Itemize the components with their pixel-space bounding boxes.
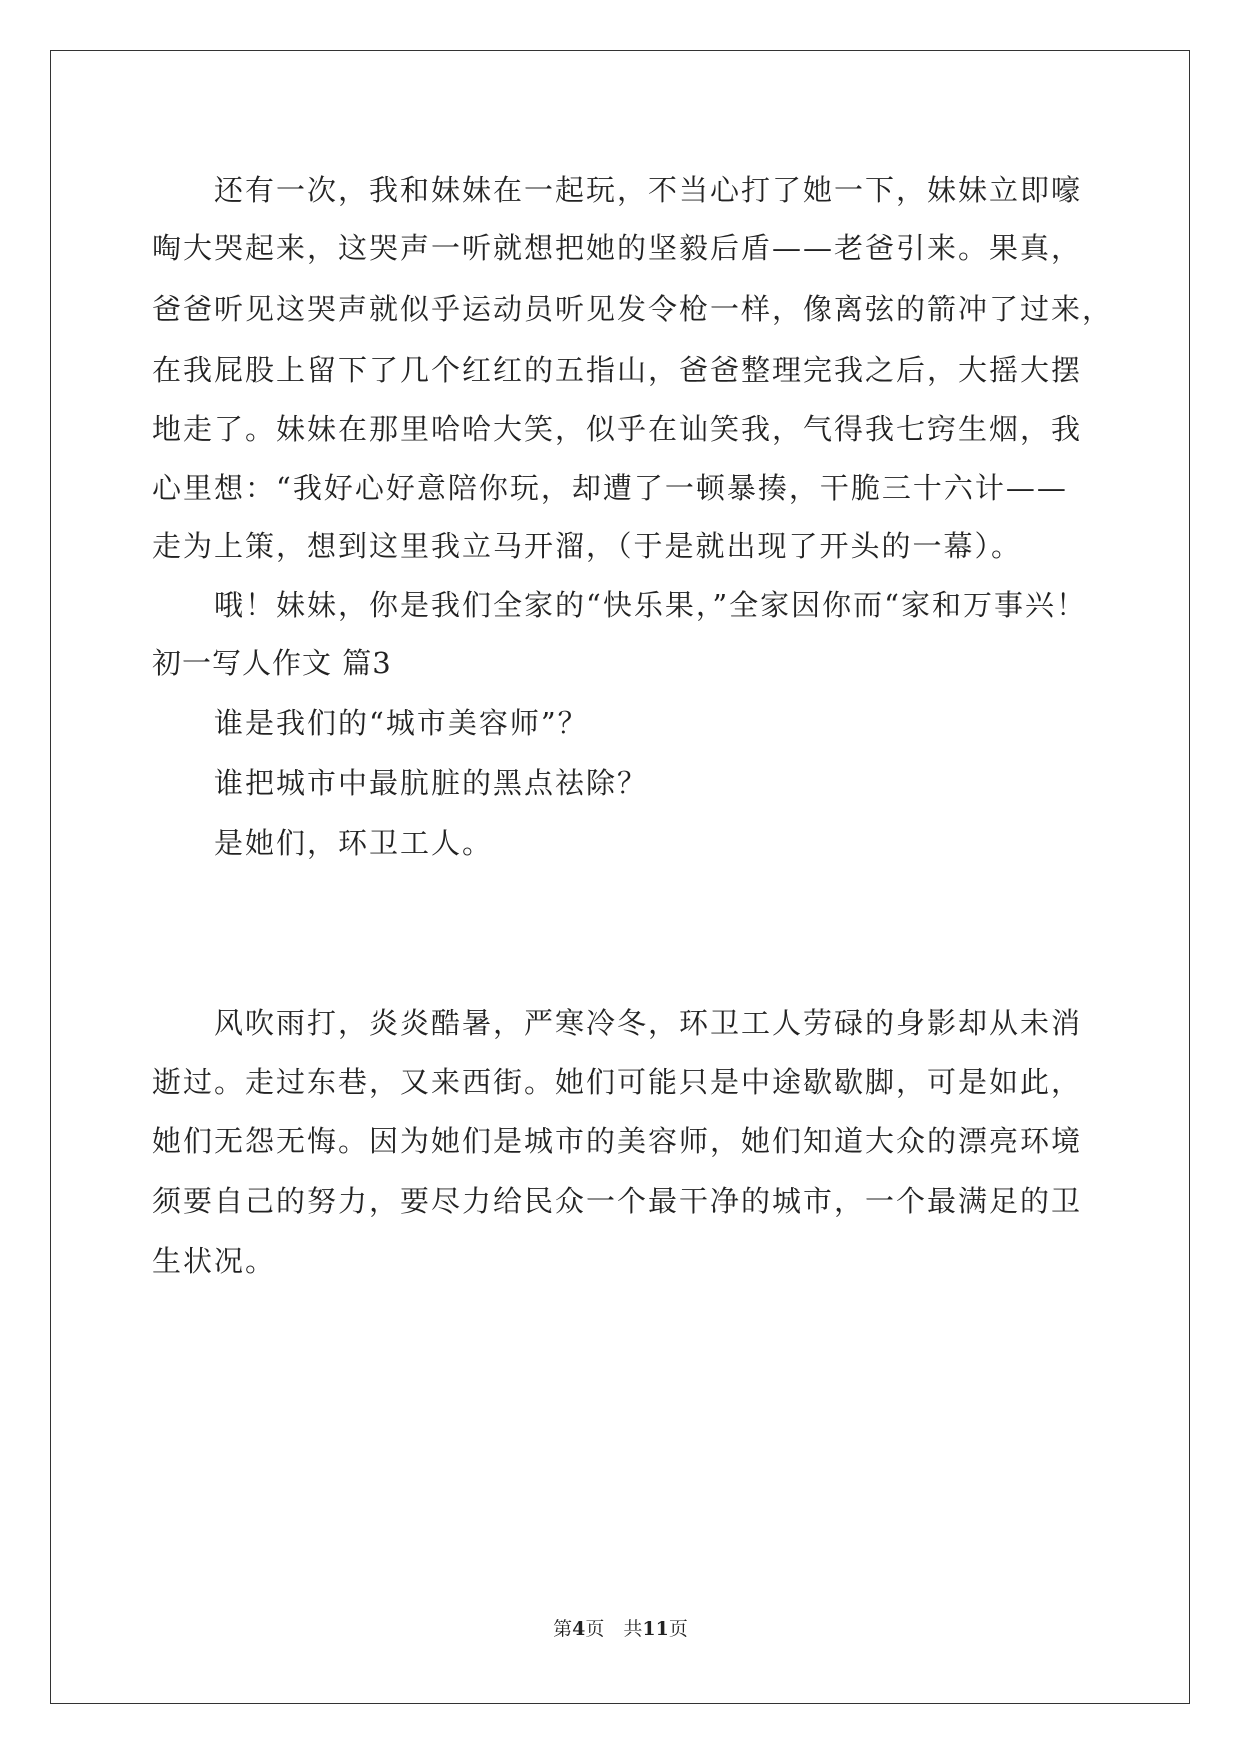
paragraph-line: 心里想：“我好心好意陪你玩，却遭了一顿暴揍，干脆三十六计—— [152, 471, 1068, 505]
current-page-number: 4 [572, 1618, 586, 1640]
footer-prefix: 第 [553, 1618, 573, 1640]
paragraph-line: 生状况。 [152, 1244, 277, 1278]
page-footer [0, 1617, 1241, 1641]
section-heading: 初一写人作文 篇3 [152, 646, 392, 680]
paragraph-line: 是她们，环卫工人。 [214, 826, 494, 860]
paragraph-line: 逝过。走过东巷，又来西街。她们可能只是中途歇歇脚，可是如此， [152, 1065, 1083, 1099]
paragraph-line: 地走了。妹妹在那里哈哈大笑，似乎在讪笑我，气得我七窍生烟，我 [152, 412, 1083, 446]
paragraph-line: 须要自己的努力，要尽力给民众一个最干净的城市，一个最满足的卫 [152, 1184, 1083, 1218]
paragraph-line: 哦！妹妹，你是我们全家的“快乐果，”全家因你而“家和万事兴！ [214, 588, 1087, 622]
paragraph-line: 她们无怨无悔。因为她们是城市的美容师，她们知道大众的漂亮环境 [152, 1124, 1083, 1158]
footer-suffix: 页 [668, 1618, 688, 1640]
total-pages-number: 11 [642, 1618, 669, 1640]
paragraph-line: 谁把城市中最肮脏的黑点祛除？ [214, 766, 649, 800]
paragraph-line: 还有一次，我和妹妹在一起玩，不当心打了她一下，妹妹立即嚎 [214, 173, 1083, 207]
paragraph-line: 谁是我们的“城市美容师”？ [214, 706, 589, 740]
footer-middle: 页 共 [585, 1618, 643, 1640]
paragraph-line: 啕大哭起来，这哭声一听就想把她的坚毅后盾——老爸引来。果真， [152, 231, 1083, 265]
paragraph-line: 走为上策，想到这里我立马开溜，（于是就出现了开头的一幕）。 [152, 529, 1023, 563]
paragraph-line: 在我屁股上留下了几个红红的五指山，爸爸整理完我之后，大摇大摆 [152, 353, 1083, 387]
paragraph-line: 爸爸听见这哭声就似乎运动员听见发令枪一样，像离弦的箭冲了过来， [152, 292, 1114, 326]
paragraph-line: 风吹雨打，炎炎酷暑，严寒冷冬，环卫工人劳碌的身影却从未消 [214, 1006, 1083, 1040]
